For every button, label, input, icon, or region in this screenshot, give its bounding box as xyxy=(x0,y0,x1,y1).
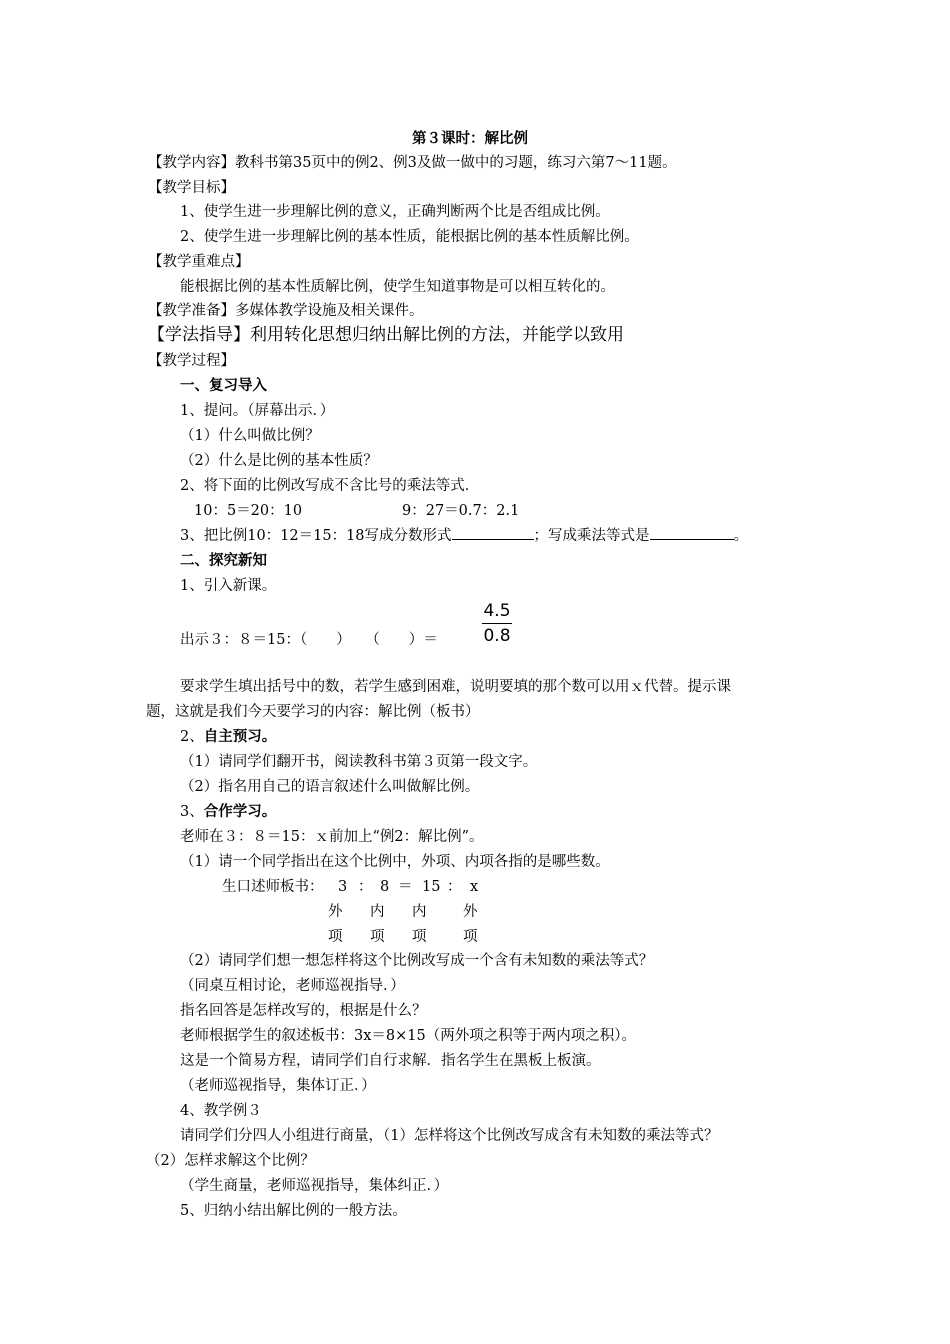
process-heading: 【教学过程】 xyxy=(148,353,235,369)
list-item: （2）什么是比例的基本性质？ xyxy=(180,453,378,469)
equation: 9：27＝0.7：2.1 xyxy=(402,503,520,519)
list-item: （2）怎样求解这个比例？ xyxy=(146,1153,315,1169)
board-term: 3 xyxy=(338,879,348,895)
list-item: （同桌互相讨论，老师巡视指导．） xyxy=(180,978,405,994)
goal-item: 2、使学生进一步理解比例的基本性质，能根据比例的基本性质解比例。 xyxy=(180,229,639,245)
list-item: 3、把比例10：12＝15：18写成分数形式 ；写成乘法等式是 。 xyxy=(180,528,749,544)
board-term: 项 xyxy=(328,929,343,945)
board-term: 项 xyxy=(412,929,427,945)
section-heading: 一、复习导入 xyxy=(180,377,267,394)
board-term: ： xyxy=(358,879,373,895)
board-term: 外 xyxy=(463,904,478,920)
board-term: ： xyxy=(447,879,462,895)
section-label: 【教学准备】 xyxy=(148,303,235,319)
list-item: 1、提问。（屏幕出示．） xyxy=(180,403,335,419)
key-heading: 【教学重难点】 xyxy=(148,254,250,270)
list-item: （学生商量，老师巡视指导，集体纠正．） xyxy=(180,1178,449,1194)
goal-item: 1、使学生进一步理解比例的意义，正确判断两个比是否组成比例。 xyxy=(180,204,610,220)
blank xyxy=(452,526,534,540)
board-term: 项 xyxy=(463,929,478,945)
fraction-numerator: 4.5 xyxy=(483,601,511,621)
list-item: 老师根据学生的叙述板书：3x＝8×15（两外项之积等于两内项之积）。 xyxy=(180,1028,636,1044)
page-title: 第３课时：解比例 xyxy=(412,130,528,147)
study-guide: 【学法指导】利用转化思想归纳出解比例的方法，并能学以致用 xyxy=(148,325,624,345)
list-item: 这是一个简易方程，请同学们自行求解．指名学生在黑板上板演。 xyxy=(180,1053,601,1069)
fraction xyxy=(482,600,512,647)
board-term: 项 xyxy=(370,929,385,945)
list-item: 1、引入新课。 xyxy=(180,578,277,594)
board-term: 8 xyxy=(380,879,390,895)
paragraph: 题，这就是我们今天要学习的内容：解比例（板书） xyxy=(146,704,480,720)
board-term: 15 xyxy=(422,879,441,895)
list-item: 2、将下面的比例改写成不含比号的乘法等式． xyxy=(180,478,480,494)
key-text: 能根据比例的基本性质解比例，使学生知道事物是可以相互转化的。 xyxy=(180,279,615,295)
board-term: x xyxy=(470,879,479,895)
board-term: ＝ xyxy=(398,879,413,895)
preparation: 【教学准备】多媒体教学设施及相关课件。 xyxy=(148,303,424,319)
board-term: 内 xyxy=(370,904,385,920)
list-item: 2、自主预习。 xyxy=(180,728,277,745)
fraction-denominator: 0.8 xyxy=(483,626,511,646)
list-item: （老师巡视指导，集体订正．） xyxy=(180,1078,376,1094)
section-label: 【教学内容】 xyxy=(148,155,235,171)
list-item: 指名回答是怎样改写的，根据是什么？ xyxy=(180,1003,427,1019)
list-item: （1）请同学们翻开书，阅读教科书第３页第一段文字。 xyxy=(180,754,538,770)
fraction-bar xyxy=(482,623,512,624)
paragraph: 要求学生填出括号中的数，若学生感到困难，说明要填的那个数可以用ｘ代替。提示课 xyxy=(180,679,731,695)
teaching-content: 【教学内容】教科书第35页中的例2、例3及做一做中的习题，练习六第7～11题。 xyxy=(148,155,677,171)
list-item: （2）请同学们想一想怎样将这个比例改写成一个含有未知数的乘法等式？ xyxy=(180,953,654,969)
list-item: （1）什么叫做比例？ xyxy=(180,428,320,444)
list-item: 请同学们分四人小组进行商量，（1）怎样将这个比例改写成含有未知数的乘法等式？ xyxy=(180,1128,719,1144)
board-term: 外 xyxy=(328,904,343,920)
list-item: 老师在３：８＝15：ｘ前加上“例2：解比例”。 xyxy=(180,829,484,845)
blank xyxy=(650,526,734,540)
section-label: 【学法指导】 xyxy=(148,325,250,345)
goals-heading: 【教学目标】 xyxy=(148,180,235,196)
section-heading: 二、探究新知 xyxy=(180,552,267,569)
list-item: （1）请一个同学指出在这个比例中，外项、内项各指的是哪些数。 xyxy=(180,854,610,870)
list-item: 4、教学例３ xyxy=(180,1103,262,1119)
list-item: 3、合作学习。 xyxy=(180,803,277,820)
board-term: 内 xyxy=(412,904,427,920)
board-label: 生口述师板书： xyxy=(222,879,324,895)
show-expression: 出示３：８＝15：（ ） （ ）＝ xyxy=(180,632,438,648)
list-item: 5、归纳小结出解比例的一般方法。 xyxy=(180,1203,407,1219)
list-item: （2）指名用自己的语言叙述什么叫做解比例。 xyxy=(180,779,480,795)
equation: 10：5＝20：10 xyxy=(194,503,303,519)
